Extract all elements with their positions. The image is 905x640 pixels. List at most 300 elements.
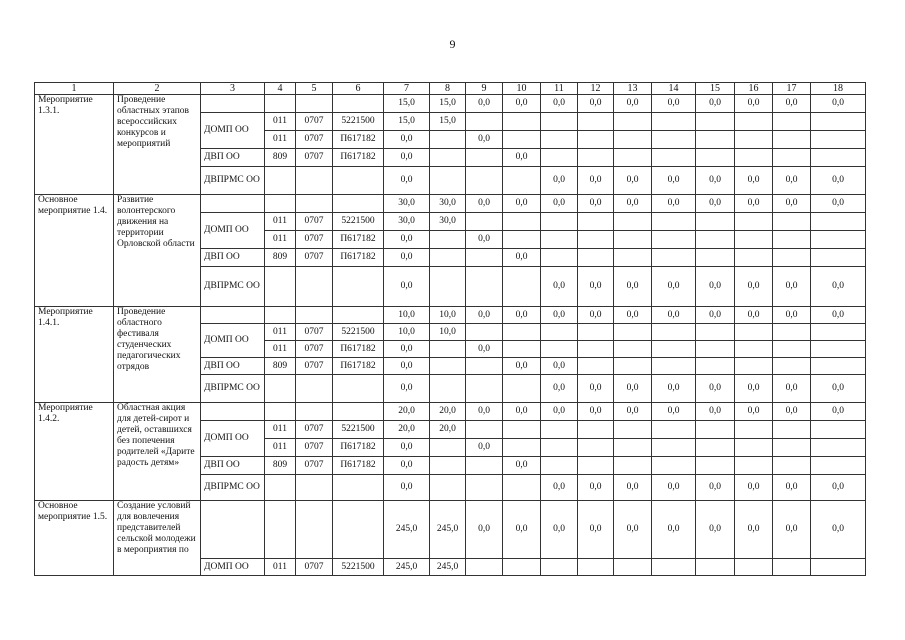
amount-cell: 0,0 [541,475,578,501]
amount-cell [811,559,866,576]
amount-cell [735,341,773,358]
amount-cell: 0,0 [652,267,696,307]
amount-cell [430,231,466,249]
executor-cell: ДВП ОО [201,249,265,267]
amount-cell [466,457,503,475]
amount-cell: 15,0 [430,113,466,131]
amount-cell: 10,0 [430,307,466,324]
budget-code-cell [333,403,384,421]
amount-cell [466,421,503,439]
amount-cell [773,149,811,167]
amount-cell [503,231,541,249]
amount-cell [614,421,652,439]
amount-cell: 0,0 [503,457,541,475]
column-header: 11 [541,83,578,95]
amount-cell [735,457,773,475]
amount-cell [773,131,811,149]
column-header: 4 [265,83,296,95]
amount-cell [735,324,773,341]
amount-cell: 0,0 [541,167,578,195]
page-number: 9 [449,37,456,51]
budget-code-cell: 0707 [296,439,333,457]
amount-cell: 0,0 [503,95,541,113]
amount-cell: 0,0 [578,95,614,113]
amount-cell: 0,0 [811,403,866,421]
amount-cell: 0,0 [384,358,430,375]
amount-cell: 0,0 [773,195,811,213]
measure-name: Мероприятие 1.4.2. [35,403,114,501]
amount-cell [430,149,466,167]
amount-cell: 0,0 [541,95,578,113]
amount-cell [811,213,866,231]
amount-cell [466,167,503,195]
amount-cell [466,267,503,307]
amount-cell [773,358,811,375]
amount-cell: 0,0 [735,501,773,559]
amount-cell: 0,0 [503,403,541,421]
amount-cell [578,113,614,131]
amount-cell [735,559,773,576]
amount-cell [652,149,696,167]
amount-cell: 20,0 [430,403,466,421]
amount-cell [773,113,811,131]
budget-code-cell: 0707 [296,457,333,475]
amount-cell [652,249,696,267]
amount-cell: 0,0 [578,195,614,213]
amount-cell [735,421,773,439]
amount-cell: 245,0 [430,501,466,559]
measure-description: Областная акция для детей-сирот и детей, оставшихся без попечения родителей «Дарите радость детям» [114,403,201,501]
amount-cell [541,231,578,249]
amount-cell [652,457,696,475]
amount-cell: 0,0 [384,267,430,307]
amount-cell: 0,0 [696,95,735,113]
amount-cell [578,421,614,439]
amount-cell [466,324,503,341]
amount-cell: 0,0 [811,475,866,501]
amount-cell: 0,0 [773,95,811,113]
amount-cell [614,213,652,231]
amount-cell [696,324,735,341]
budget-code-cell: 5221500 [333,324,384,341]
amount-cell [503,131,541,149]
amount-cell: 0,0 [696,403,735,421]
amount-cell: 245,0 [384,559,430,576]
amount-cell [614,559,652,576]
budget-code-cell: 0707 [296,324,333,341]
amount-cell [466,358,503,375]
amount-cell: 0,0 [773,375,811,403]
table-row [35,95,866,113]
amount-cell: 0,0 [614,307,652,324]
amount-cell [652,213,696,231]
budget-code-cell: 011 [265,131,296,149]
amount-cell: 0,0 [735,475,773,501]
amount-cell [652,113,696,131]
budget-code-cell [296,475,333,501]
budget-code-cell: 011 [265,231,296,249]
amount-cell [430,249,466,267]
amount-cell [541,559,578,576]
amount-cell [652,324,696,341]
amount-cell: 0,0 [614,167,652,195]
amount-cell [735,231,773,249]
amount-cell: 20,0 [384,421,430,439]
amount-cell [503,439,541,457]
amount-cell [811,324,866,341]
amount-cell [430,375,466,403]
amount-cell: 0,0 [735,267,773,307]
budget-code-cell [265,307,296,324]
amount-cell: 0,0 [384,249,430,267]
amount-cell [652,439,696,457]
amount-cell [696,113,735,131]
amount-cell: 20,0 [384,403,430,421]
amount-cell: 0,0 [811,195,866,213]
amount-cell [541,213,578,231]
amount-cell [578,439,614,457]
budget-code-cell [333,267,384,307]
budget-code-cell [265,475,296,501]
executor-cell [201,307,265,324]
amount-cell: 0,0 [384,167,430,195]
amount-cell: 0,0 [541,501,578,559]
budget-code-cell [296,403,333,421]
column-header: 1 [35,83,114,95]
amount-cell [541,113,578,131]
amount-cell [614,439,652,457]
amount-cell [696,231,735,249]
executor-cell: ДВПРМС ОО [201,375,265,403]
amount-cell: 0,0 [384,439,430,457]
amount-cell [541,341,578,358]
amount-cell [503,341,541,358]
budget-code-cell [296,267,333,307]
amount-cell: 0,0 [735,375,773,403]
budget-code-cell: 5221500 [333,559,384,576]
amount-cell: 0,0 [696,167,735,195]
column-header: 12 [578,83,614,95]
amount-cell [652,131,696,149]
amount-cell [811,149,866,167]
budget-code-cell: 0707 [296,149,333,167]
amount-cell: 0,0 [466,231,503,249]
amount-cell [811,249,866,267]
column-header: 6 [333,83,384,95]
amount-cell [735,358,773,375]
amount-cell [430,341,466,358]
amount-cell [578,249,614,267]
amount-cell: 0,0 [503,358,541,375]
budget-code-cell [265,403,296,421]
amount-cell [503,267,541,307]
amount-cell [541,249,578,267]
amount-cell [696,421,735,439]
amount-cell [578,213,614,231]
budget-code-cell: 809 [265,457,296,475]
amount-cell: 0,0 [541,307,578,324]
amount-cell [696,457,735,475]
executor-cell [201,95,265,113]
amount-cell [811,457,866,475]
amount-cell [696,249,735,267]
amount-cell [652,358,696,375]
amount-cell [652,421,696,439]
amount-cell: 15,0 [384,95,430,113]
amount-cell [503,375,541,403]
amount-cell [735,439,773,457]
budget-code-cell [296,375,333,403]
budget-code-cell: П617182 [333,358,384,375]
amount-cell: 0,0 [773,501,811,559]
amount-cell [614,324,652,341]
amount-cell [430,358,466,375]
budget-code-cell [333,95,384,113]
amount-cell [503,213,541,231]
budget-code-cell [333,475,384,501]
amount-cell: 0,0 [652,501,696,559]
amount-cell: 0,0 [614,375,652,403]
executor-cell: ДОМП ОО [201,213,265,249]
amount-cell [811,421,866,439]
amount-cell [652,559,696,576]
executor-cell: ДОМП ОО [201,421,265,457]
amount-cell: 0,0 [466,95,503,113]
amount-cell [773,559,811,576]
amount-cell [773,421,811,439]
amount-cell [773,249,811,267]
amount-cell [430,439,466,457]
executor-cell [201,501,265,559]
amount-cell [578,231,614,249]
amount-cell: 0,0 [503,307,541,324]
column-header: 13 [614,83,652,95]
amount-cell [541,439,578,457]
table-row [35,307,866,324]
measure-description: Проведение областного фестиваля студенческих педагогических отрядов [114,307,201,403]
amount-cell [696,439,735,457]
amount-cell [614,457,652,475]
amount-cell: 0,0 [466,501,503,559]
amount-cell: 0,0 [773,307,811,324]
amount-cell [735,249,773,267]
executor-cell [201,403,265,421]
budget-code-cell: 0707 [296,559,333,576]
amount-cell: 0,0 [696,501,735,559]
amount-cell: 0,0 [466,341,503,358]
amount-cell [773,457,811,475]
amount-cell [578,358,614,375]
measure-name: Мероприятие 1.3.1. [35,95,114,195]
amount-cell: 245,0 [430,559,466,576]
amount-cell: 0,0 [578,501,614,559]
amount-cell: 10,0 [430,324,466,341]
column-header: 17 [773,83,811,95]
amount-cell: 0,0 [466,439,503,457]
amount-cell: 15,0 [384,113,430,131]
amount-cell: 0,0 [696,475,735,501]
amount-cell [696,559,735,576]
amount-cell: 0,0 [652,403,696,421]
amount-cell: 20,0 [430,421,466,439]
amount-cell [811,439,866,457]
amount-cell: 0,0 [384,231,430,249]
amount-cell [541,457,578,475]
amount-cell [430,475,466,501]
executor-cell: ДВП ОО [201,457,265,475]
amount-cell: 0,0 [811,267,866,307]
column-header: 5 [296,83,333,95]
amount-cell: 0,0 [811,501,866,559]
amount-cell: 0,0 [735,195,773,213]
amount-cell [541,324,578,341]
measure-description: Развитие волонтерского движения на территории Орловской области [114,195,201,307]
amount-cell: 10,0 [384,307,430,324]
budget-code-cell [333,501,384,559]
amount-cell: 245,0 [384,501,430,559]
amount-cell: 0,0 [735,167,773,195]
amount-cell [541,149,578,167]
executor-cell: ДВПРМС ОО [201,475,265,501]
amount-cell [652,231,696,249]
amount-cell: 0,0 [503,149,541,167]
budget-code-cell [296,307,333,324]
column-header: 15 [696,83,735,95]
amount-cell [735,213,773,231]
budget-code-cell [265,195,296,213]
column-header: 10 [503,83,541,95]
amount-cell: 0,0 [652,195,696,213]
executor-cell: ДВПРМС ОО [201,267,265,307]
amount-cell [578,457,614,475]
budget-code-cell: 0707 [296,113,333,131]
amount-cell [735,113,773,131]
amount-cell [503,113,541,131]
amount-cell [773,439,811,457]
amount-cell [541,131,578,149]
amount-cell [696,149,735,167]
amount-cell: 0,0 [735,95,773,113]
amount-cell [578,324,614,341]
amount-cell: 0,0 [578,267,614,307]
budget-code-cell: 011 [265,559,296,576]
amount-cell: 0,0 [614,501,652,559]
budget-code-cell: П617182 [333,439,384,457]
budget-code-cell [296,195,333,213]
amount-cell [430,167,466,195]
amount-cell [541,421,578,439]
amount-cell: 0,0 [541,403,578,421]
amount-cell [614,113,652,131]
amount-cell: 0,0 [466,403,503,421]
budget-code-cell [265,375,296,403]
budget-code-cell: 011 [265,324,296,341]
amount-cell [811,131,866,149]
amount-cell [614,149,652,167]
amount-cell [466,113,503,131]
amount-cell [614,231,652,249]
amount-cell [696,358,735,375]
amount-cell: 0,0 [578,403,614,421]
amount-cell: 0,0 [773,167,811,195]
budget-code-cell: П617182 [333,149,384,167]
measure-description: Проведение областных этапов всероссийских конкурсов и мероприятий [114,95,201,195]
amount-cell: 0,0 [652,167,696,195]
amount-cell: 0,0 [384,475,430,501]
amount-cell [466,149,503,167]
amount-cell [696,213,735,231]
amount-cell: 0,0 [466,131,503,149]
budget-code-cell: 011 [265,213,296,231]
amount-cell: 0,0 [503,501,541,559]
amount-cell: 0,0 [384,149,430,167]
budget-code-cell: 0707 [296,213,333,231]
amount-cell [503,559,541,576]
header-row [35,83,866,95]
amount-cell [735,149,773,167]
budget-code-cell: 0707 [296,421,333,439]
amount-cell: 0,0 [384,457,430,475]
executor-cell: ДВП ОО [201,149,265,167]
amount-cell [773,341,811,358]
budget-code-cell: 5221500 [333,113,384,131]
amount-cell: 0,0 [466,195,503,213]
amount-cell: 0,0 [811,167,866,195]
column-header: 18 [811,83,866,95]
amount-cell [430,267,466,307]
amount-cell: 0,0 [578,307,614,324]
budget-code-cell: 0707 [296,358,333,375]
executor-cell: ДВПРМС ОО [201,167,265,195]
budget-code-cell [333,375,384,403]
amount-cell: 0,0 [541,267,578,307]
budget-code-cell [333,167,384,195]
table-row [35,195,866,213]
amount-cell [614,341,652,358]
amount-cell: 0,0 [384,131,430,149]
budget-code-cell: 0707 [296,249,333,267]
measure-name: Мероприятие 1.4.1. [35,307,114,403]
amount-cell: 0,0 [811,307,866,324]
budget-code-cell: П617182 [333,231,384,249]
budget-code-cell [265,501,296,559]
amount-cell [466,475,503,501]
amount-cell [466,213,503,231]
amount-cell: 10,0 [384,324,430,341]
amount-cell [773,324,811,341]
budget-code-cell [296,95,333,113]
budget-code-cell: 0707 [296,341,333,358]
column-header: 14 [652,83,696,95]
amount-cell: 30,0 [430,195,466,213]
budget-code-cell [296,167,333,195]
amount-cell [696,131,735,149]
amount-cell: 0,0 [696,375,735,403]
budget-code-cell: 0707 [296,231,333,249]
amount-cell: 0,0 [696,307,735,324]
amount-cell: 0,0 [614,267,652,307]
budget-code-cell: П617182 [333,341,384,358]
amount-cell: 0,0 [614,403,652,421]
measure-name: Основное мероприятие 1.4. [35,195,114,307]
amount-cell: 0,0 [503,195,541,213]
amount-cell: 0,0 [614,95,652,113]
amount-cell [614,131,652,149]
budget-code-cell [296,501,333,559]
budget-code-cell: П617182 [333,457,384,475]
column-header: 7 [384,83,430,95]
amount-cell: 0,0 [811,95,866,113]
